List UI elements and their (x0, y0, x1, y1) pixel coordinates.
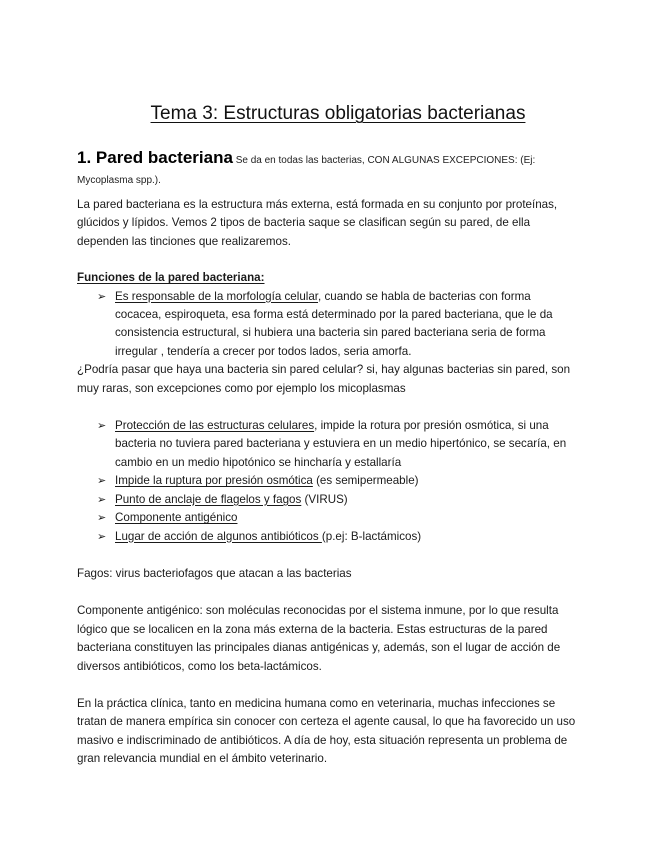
arrow-bullet-icon: ➢ (97, 420, 107, 433)
list-item-key: Es responsable de la morfología celular (115, 289, 319, 303)
list-item (97, 417, 577, 472)
antigenic-paragraph: Componente antigénico: son moléculas reconocidas por el sistema inmune, por lo que resulta lógico que se localicen en la zona más externa de la bacteria. Estas estructuras de la pared bacteriana constituyen las principales dianas antigénicas y, además, son el lugar de acción de diversos antibióticos, como los beta-lactámicos. (77, 604, 561, 673)
section-heading (77, 148, 577, 190)
arrow-bullet-icon: ➢ (97, 493, 107, 506)
question-paragraph: ¿Podría pasar que haya una bacteria sin pared celular? si, hay algunas bacterias sin pared, son muy raras, son excepciones como por ejemplo los micoplasmas (77, 363, 571, 395)
list-item-key: Protección de las estructuras celulares (115, 419, 315, 433)
list-item (97, 528, 577, 546)
clinical-paragraph: En la práctica clínica, tanto en medicina humana como en veterinaria, muchas infecciones se tratan de manera empírica sin conocer con certeza el agente causal, lo que ha favorecido un uso masivo e indiscriminado de antibióticos. A día de hoy, esta situación representa un problema de gran relevancia mundial en el ámbito veterinario. (77, 696, 576, 766)
intro-paragraph: La pared bacteriana es la estructura más externa, está formada en su conjunto por proteínas, glúcidos y lípidos. Vemos 2 tipos de bacteria saque se clasifican según su pared, de ella dependen las tinciones que realizaremos. (77, 198, 558, 248)
arrow-bullet-icon: ➢ (97, 530, 107, 543)
section-note: Se da en todas las bacterias, CON ALGUNAS EXCEPCIONES: (Ej: Mycoplasma spp.). (77, 155, 536, 186)
list-item-text: , cuando se habla de bacterias con forma cocacea, espiroqueta, esa forma está determinado por la pared bacteriana, que le da consistencia estructural, si hubiera una bacteria sin pared bacteriana seria de forma irregular , tendería a crecer por todos lados, seria amorfa. (115, 289, 553, 358)
list-item-text: , impide la rotura por presión osmótica, si una bacteria no tuviera pared bacteriana y estuviera en un medio hipertónico, se secaría, en cambio en un medio hipotónico se hincharía y estallaría (115, 419, 567, 469)
list-item (97, 472, 577, 490)
functions-list-1 (77, 288, 577, 362)
fagos-paragraph: Fagos: virus bacteriofagos que atacan a las bacterias (77, 566, 352, 580)
section-title: 1. Pared bacteriana (77, 148, 233, 167)
list-item-text: (VIRUS) (301, 492, 348, 506)
list-item-text: (p.ej: B-lactámicos) (321, 529, 422, 543)
list-item (97, 491, 577, 509)
arrow-bullet-icon: ➢ (97, 475, 107, 488)
list-item-key: Componente antigénico (115, 511, 238, 525)
functions-heading: Funciones de la pared bacteriana: (77, 271, 265, 285)
functions-list-2 (77, 417, 577, 546)
arrow-bullet-icon: ➢ (97, 512, 107, 525)
list-item-key: Impide la ruptura por presión osmótica (115, 474, 313, 488)
arrow-bullet-icon: ➢ (97, 290, 107, 303)
list-item-key: Punto de anclaje de flagelos y fagos (115, 492, 302, 506)
list-item-key: Lugar de acción de algunos antibióticos (115, 529, 322, 543)
list-item (97, 509, 577, 527)
list-item (97, 288, 577, 362)
page-title: Tema 3: Estructuras obligatorias bacterianas (150, 103, 526, 124)
document-body (77, 148, 577, 769)
list-item-text: (es semipermeable) (312, 474, 419, 488)
